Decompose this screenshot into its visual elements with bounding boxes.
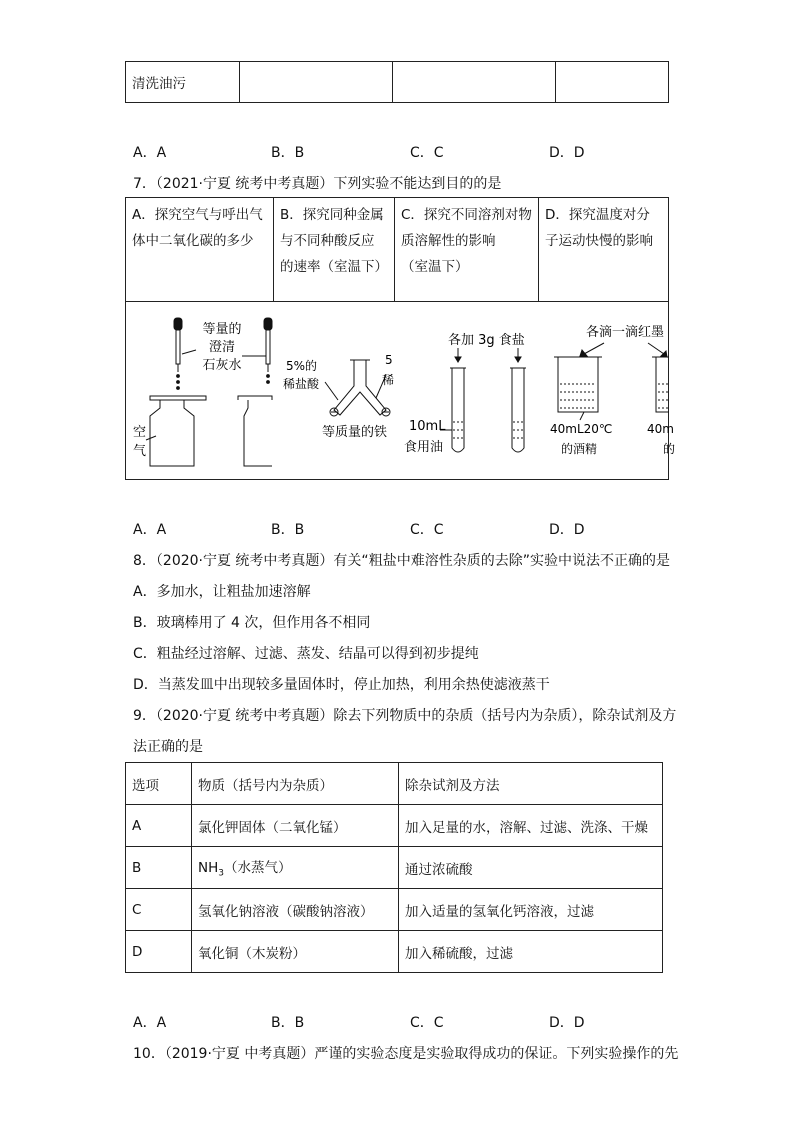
table-row [126,889,663,931]
q7-option-d[interactable]: D．D [549,522,585,538]
q6-option-d[interactable]: D．D [549,145,585,161]
q7-options [133,519,633,539]
bottle-lid-icon [150,396,206,400]
q9-options [133,1012,633,1032]
dropper-bulb-icon [174,318,182,330]
q9-row-c-method: 加入适量的氢氧化钙溶液，过滤 [399,889,663,931]
fig-d-right2: 的 [663,442,676,456]
q6-option-b[interactable]: B．B [271,145,305,161]
q9-header-method: 除杂试剂及方法 [399,763,663,805]
q9-row-d-method: 加入稀硫酸，过滤 [399,931,663,973]
fig-d-left2: 的酒精 [561,442,598,456]
q9-row-b-label: B [126,847,192,889]
y-tube-icon [334,360,386,415]
q7-header-d: D．探究温度对分 子运动快慢的影响 [539,198,669,302]
fig-b-acid1: 5%的 [286,359,318,373]
fig-d-left1: 40mL20℃ [550,422,613,436]
q7-option-c[interactable]: C．C [410,522,444,538]
fig-d-right1: 40m [647,422,674,436]
q6-option-c[interactable]: C．C [410,145,444,161]
q7-header-a: A．探究空气与呼出气 体中二氧化碳的多少 [126,198,274,302]
top-table-cell-label: 清洗油污 [126,62,240,103]
fig-b-acid2: 稀盐酸 [283,377,320,391]
q8-stem: 8．（2020·宁夏 统考中考真题）有关“粗盐中难溶性杂质的去除”实验中说法不正确的是 [133,553,670,569]
q7-option-a[interactable]: A．A [133,522,167,538]
q9-table [125,762,663,973]
fig-b-iron: 等质量的铁 [322,425,388,440]
fig-c-oil: 食用油 [404,440,444,455]
q8-choice-b[interactable]: B．玻璃棒用了 4 次，但作用各不相同 [133,615,371,631]
q9-option-a[interactable]: A．A [133,1015,167,1031]
fig-a-label1: 等量的 [202,322,242,337]
fig-c-vol: 10mL [409,419,446,434]
table-row [126,805,663,847]
q9-row-a-substance: 氯化钾固体（二氧化锰） [192,805,399,847]
q8-choice-a[interactable]: A．多加水，让粗盐加速溶解 [133,584,311,600]
q9-row-c-label: C [126,889,192,931]
arrow-left-icon [584,343,604,354]
q6-option-a[interactable]: A．A [133,145,167,161]
q9-stem-line2: 法正确的是 [133,739,203,755]
q9-header-substance: 物质（括号内为杂质） [192,763,399,805]
fig-a-air2: 气 [133,444,147,459]
fig-a-label3: 石灰水 [202,358,242,373]
q9-stem-line1: 9．（2020·宁夏 统考中考真题）除去下列物质中的杂质（括号内为杂质），除杂试剂及方 [133,708,677,724]
q9-header-option: 选项 [126,763,192,805]
q9-row-a-label: A [126,805,192,847]
q8-choice-d[interactable]: D．当蒸发皿中出现较多量固体时，停止加热，利用余热使滤液蒸干 [133,677,550,693]
figure-c [440,348,526,452]
q9-row-d-label: D [126,931,192,973]
fig-a-air1: 空 [133,425,147,440]
q10-stem: 10．（2019·宁夏 中考真题）严谨的实验态度是实验取得成功的保证。下列实验操作的先 [133,1046,679,1062]
q7-stem: 7．（2021·宁夏 统考中考真题）下列实验不能达到目的的是 [133,176,502,192]
dropper-tube-icon [176,330,180,364]
q9-header-row [126,763,663,805]
test-tube-right-icon [512,368,524,452]
fig-b-right2: 稀 [382,373,395,387]
q9-row-d-substance: 氧化铜（木炭粉） [192,931,399,973]
fig-d-dye: 各滴一滴红墨 [586,325,665,340]
q9-row-a-method: 加入足量的水，溶解、过滤、洗涤、干燥 [399,805,663,847]
fig-c-salt: 各加 3g 食盐 [448,333,525,348]
q9-row-b-method: 通过浓硫酸 [399,847,663,889]
q9-option-d[interactable]: D．D [549,1015,585,1031]
figure-b [325,360,390,416]
q9-option-c[interactable]: C．C [410,1015,444,1031]
q7-header-b: B．探究同种金属 与不同种酸反应 的速率（室温下） [274,198,395,302]
fig-b-right1: 5 [385,353,393,367]
q9-option-b[interactable]: B．B [271,1015,305,1031]
fig-a-label2: 澄清 [208,340,236,355]
figure-d [554,343,669,420]
q9-row-c-substance: 氢氧化钠溶液（碳酸钠溶液） [192,889,399,931]
q7-header-c: C．探究不同溶剂对物 质溶解性的影响 （室温下） [395,198,539,302]
test-tube-left-icon [452,368,464,452]
gas-bottle-icon [150,400,194,466]
q8-choice-c[interactable]: C．粗盐经过溶解、过滤、蒸发、结晶可以得到初步提纯 [133,646,479,662]
table-row [126,847,663,889]
table-row [126,931,663,973]
q9-row-b-substance: $NH_3$（水蒸气） [192,847,399,889]
q7-option-b[interactable]: B．B [271,522,305,538]
